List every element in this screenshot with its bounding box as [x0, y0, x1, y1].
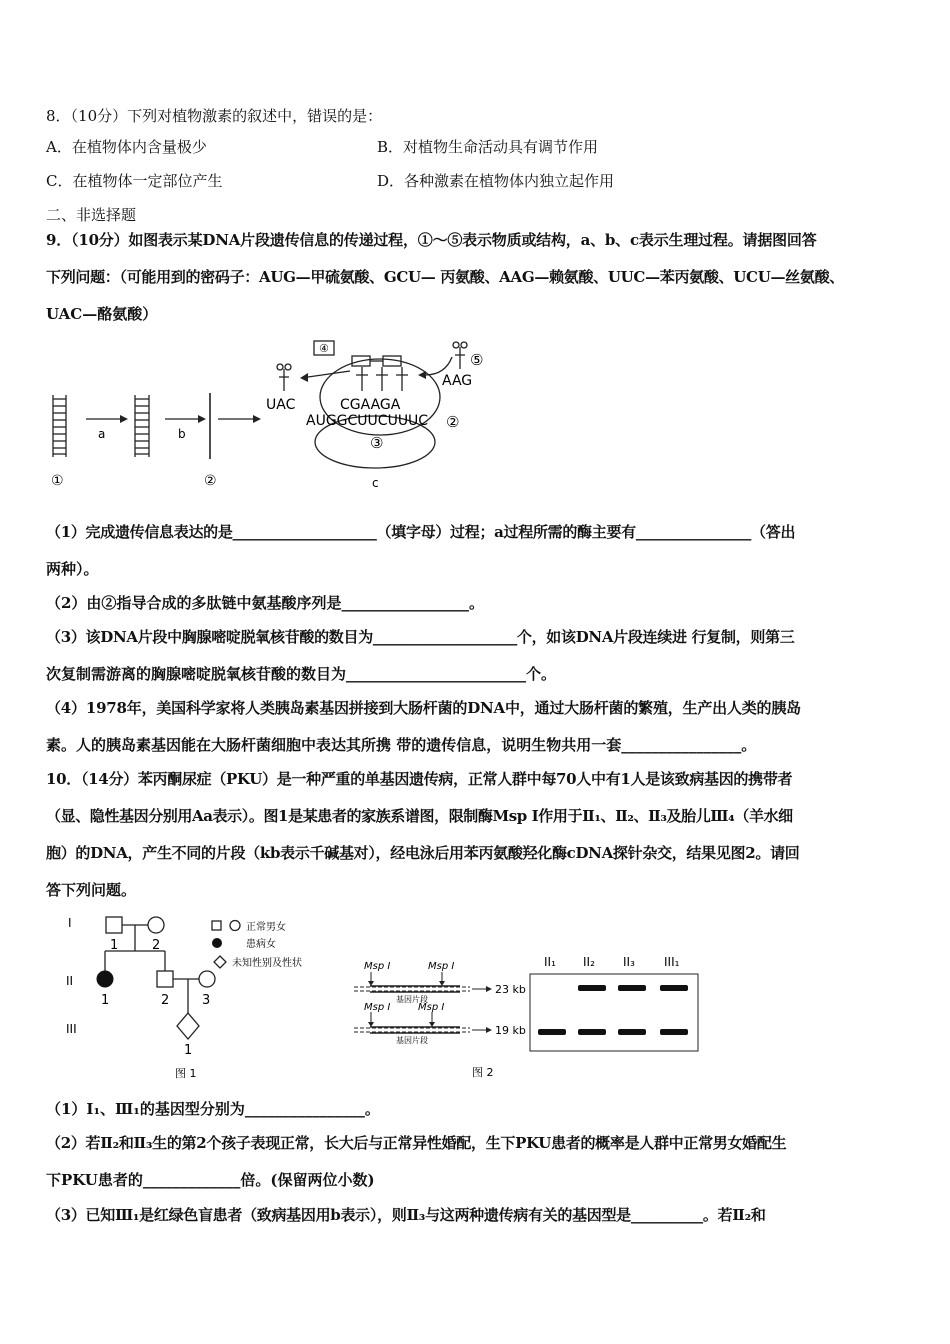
size-23kb: 23 kb	[495, 983, 526, 996]
lane-III1: III₁	[664, 955, 680, 969]
legend-unknown: 未知性别及性状	[232, 958, 302, 969]
gene-fragment-2: 基因片段	[396, 1036, 428, 1045]
ind-II1: 1	[101, 993, 110, 1008]
q9-part4-line2: 素。人的胰岛素基因能在大肠杆菌细胞中表达其所携 带的遗传信息，说明生物共用一套________________。	[46, 736, 757, 754]
q9-part1-line2: 两种）。	[46, 560, 99, 578]
electrophoresis-figure	[340, 950, 710, 1085]
q10-stem-line3: 胞）的DNA，产生不同的片段（kb表示千碱基对），经电泳后用苯丙氨酸羟化酶cDNA探针杂交，结果见图2。请回	[46, 844, 800, 862]
gene-fragment-1: 基因片段	[396, 995, 428, 1004]
q10-part1: （1）I₁、Ⅲ₁的基因型分别为________________。	[46, 1100, 380, 1118]
msp-2b: Msp I	[418, 1002, 445, 1013]
ind-II3: 3	[202, 993, 211, 1008]
fig2-caption: 图 2	[472, 1066, 494, 1079]
q9-part4-line1: （4）1978年，美国科学家将人类胰岛素基因拼接到大肠杆菌的DNA中，通过大肠杆菌的繁殖，生产出人类的胰岛	[46, 699, 801, 717]
q10-part2-line1: （2）若Ⅱ₂和Ⅱ₃生的第2个孩子表现正常，长大后与正常异性婚配，生下PKU患者的概率是人群中正常男女婚配生	[46, 1134, 787, 1152]
label-mrna-seq: AUGGCUUCUUUC	[306, 413, 429, 429]
q10-stem-line1: 10．（14分）苯丙酮尿症（PKU）是一种严重的单基因遗传病，正常人群中每70人中有1人是该致病基因的携带者	[46, 770, 793, 788]
q9-stem-line1: 9．（10分）如图表示某DNA片段遗传信息的传递过程，①～⑤表示物质或结构，a、b、c表示生理过程。请据图回答	[46, 231, 817, 249]
label-aag: AAG	[442, 373, 473, 389]
label-c: c	[372, 476, 379, 490]
label-2-mrna: ②	[446, 413, 460, 431]
legend-normal: 正常男女	[246, 922, 286, 933]
label-3: ③	[370, 434, 384, 452]
fig1-caption: 图 1	[175, 1067, 197, 1080]
q8-option-d: D．各种激素在植物体内独立起作用	[377, 172, 615, 190]
label-2: ②	[204, 473, 217, 489]
msp-1a: Msp I	[364, 961, 391, 972]
pedigree-figure	[60, 905, 360, 1085]
ind-II2: 2	[161, 993, 170, 1008]
ind-III1: 1	[184, 1043, 193, 1058]
q9-part3-line1: （3）该DNA片段中胸腺嘧啶脱氧核苷酸的数目为____________________个，如该DNA片段连续进 行复制，则第三	[46, 628, 795, 646]
dna-transfer-figure	[40, 335, 500, 495]
gen-3: III	[66, 1022, 77, 1036]
ind-I1: 1	[110, 938, 119, 953]
q9-stem-line3: UAC—酪氨酸）	[46, 305, 158, 323]
size-19kb: 19 kb	[495, 1024, 526, 1037]
q10-part2-line2: 下PKU患者的_____________倍。(保留两位小数)	[46, 1171, 375, 1189]
lane-II2: II₂	[583, 955, 595, 969]
q9-part2: （2）由②指导合成的多肽链中氨基酸序列是_________________。	[46, 594, 484, 612]
label-trna-seq: CGAAGA	[340, 397, 401, 413]
q8-option-a: A．在植物体内含量极少	[46, 138, 207, 156]
lane-II1: II₁	[544, 955, 556, 969]
label-5: ⑤	[470, 351, 484, 369]
ind-I2: 2	[152, 938, 161, 953]
q8-stem: 8．（10分）下列对植物激素的叙述中，错误的是：	[46, 107, 383, 125]
q9-part3-line2: 次复制需游离的胸腺嘧啶脱氧核苷酸的数目为________________________个。	[46, 665, 557, 683]
q10-stem-line4: 答下列问题。	[46, 881, 137, 899]
q8-option-c: C．在植物体一定部位产生	[46, 172, 223, 190]
lane-II3: II₃	[623, 955, 635, 969]
label-b: b	[178, 427, 186, 441]
label-a: a	[98, 427, 106, 441]
label-1: ①	[51, 473, 64, 489]
msp-1b: Msp I	[428, 961, 455, 972]
label-4: ④	[319, 342, 329, 355]
q8-option-b: B．对植物生命活动具有调节作用	[377, 138, 599, 156]
label-uac: UAC	[266, 397, 296, 413]
legend-affected: 患病女	[246, 939, 276, 950]
q9-stem-line2: 下列问题：（可能用到的密码子：AUG—甲硫氨酸、GCU— 丙氨酸、AAG—赖氨酸、UUC—苯丙氨酸、UCU—丝氨酸、	[46, 268, 844, 286]
q10-part3: （3）已知Ⅲ₁是红绿色盲患者（致病基因用b表示），则Ⅱ₃与这两种遗传病有关的基因型是__________。若Ⅱ₂和	[46, 1206, 766, 1224]
section-heading: 二、非选择题	[46, 206, 137, 224]
q10-stem-line2: （显、隐性基因分别用Aa表示）。图1是某患者的家族系谱图，限制酶Msp I作用于Ⅱ₁、Ⅱ₂、Ⅱ₃及胎儿Ⅲ₄（羊水细	[46, 807, 793, 825]
msp-2a: Msp I	[364, 1002, 391, 1013]
q9-part1-line1: （1）完成遗传信息表达的是____________________（填字母）过程；a过程所需的酶主要有________________（答出	[46, 523, 796, 541]
gen-1: I	[68, 916, 72, 930]
gen-2: II	[66, 974, 74, 988]
